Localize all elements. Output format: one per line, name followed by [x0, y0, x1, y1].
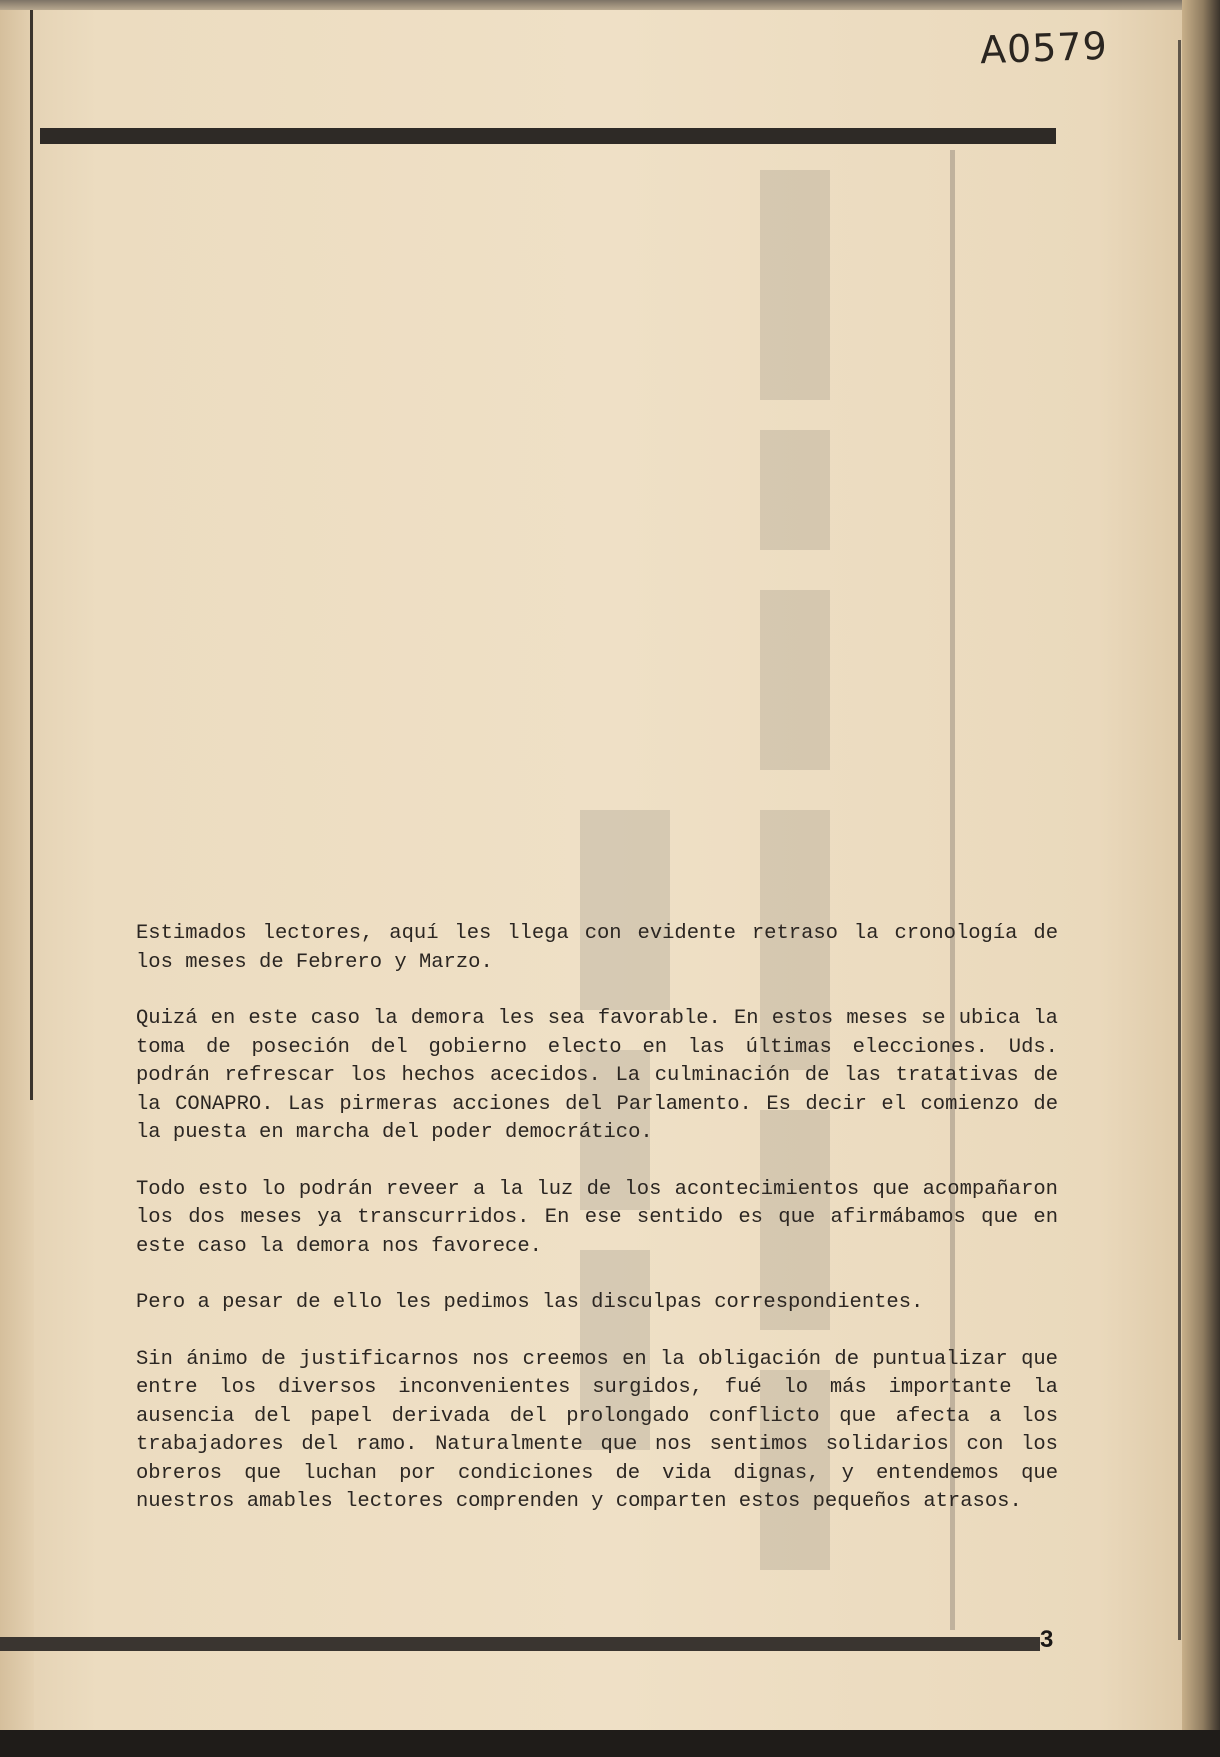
top-rule [40, 128, 1056, 144]
binding-edge [0, 0, 34, 1757]
right-edge [1182, 0, 1220, 1757]
scan-bottom-edge [0, 1730, 1220, 1757]
archive-code-handwritten: A0579 [979, 23, 1109, 73]
top-edge [0, 0, 1220, 10]
paragraph: Todo esto lo podrán reveer a la luz de los acontecimientos que acompañaron los dos meses ya transcurridos. En ese sentido es que afirmábamos que en este caso la demora nos favorece. [136, 1177, 1058, 1258]
page-number: 3 [1040, 1626, 1054, 1653]
paragraph: Quizá en este caso la demora les sea favorable. En estos meses se ubica la toma de poseción del gobierno electo en las últimas elecciones. Uds. podrán refrescar los hechos acecidos. La culminación de las tratativas de la CONAPRO. Las pirmeras acciones del Parlamento. Es decir el comienzo de la puesta en marcha del poder democrático. [136, 1007, 1058, 1144]
paragraph: Estimados lectores, aquí les llega con evidente retraso la cronología de los meses de Febrero y Marzo. [136, 922, 1058, 974]
right-margin-line [1178, 40, 1181, 1640]
bottom-rule [0, 1637, 1040, 1651]
paragraph: Sin ánimo de justificarnos nos creemos en la obligación de puntualizar que entre los diversos inconvenientes surgidos, fué lo más importante la ausencia del papel derivada del prolongado conflicto que afecta a los trabajadores del ramo. Naturalmente que nos sentimos solidarios con los obreros que luchan por condiciones de vida dignas, y entendemos que nuestros amables lectores comprenden y comparten estos pequeños atrasos. [136, 1347, 1058, 1513]
editorial-body [136, 920, 1058, 1545]
paragraph: Pero a pesar de ello les pedimos las disculpas correspondientes. [136, 1291, 924, 1314]
binding-line [30, 0, 33, 1100]
